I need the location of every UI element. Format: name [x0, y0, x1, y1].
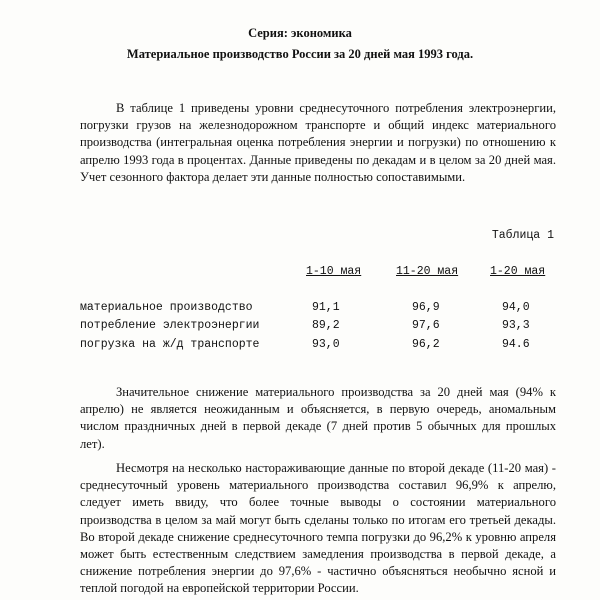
column-header-1: 1-10 мая: [306, 265, 362, 278]
table-cell: 93,0: [312, 338, 340, 351]
table-caption: Таблица 1: [491, 229, 554, 242]
column-header-3: 1-20 мая: [490, 265, 546, 278]
table-row: [80, 301, 560, 319]
row-label: потребление электроэнергии: [80, 319, 260, 332]
paragraph-3: Несмотря на несколько настораживающие данные по второй декаде (11-20 мая) - среднесуточный уровень материального производства составил 96,9% к апрелю, следует иметь ввиду, что более точные выводы о состоянии материального производства в целом за май могут быть сделаны только по итогам его третьей декады. Во второй декаде снижение среднесуточного темпа погрузки до 96,2% к уровню апреля может быть естественным следствием замедления производства в первой декаде, а снижение потребления энергии до 97,6% - частично объясняться необычно ясной и теплой погодой на европейской территории России.: [80, 461, 556, 596]
table-row: [80, 319, 560, 337]
intro-paragraph: В таблице 1 приведены уровни среднесуточного потребления электроэнергии, погрузки грузов на железнодорожном транспорте и общий индекс материального производства (интегральная оценка потребления энергии и погрузки) по отношению к апрелю 1993 года в процентах. Данные приведены по декадам и в целом за 20 дней мая. Учет сезонного фактора делает эти данные полностью сопоставимыми.: [80, 101, 556, 184]
row-label: материальное производство: [80, 301, 253, 314]
table-cell: 96,9: [412, 301, 440, 314]
table-cell: 89,2: [312, 319, 340, 332]
row-label: погрузка на ж/д транспорте: [80, 338, 260, 351]
page-title: Материальное производство России за 20 дней мая 1993 года.: [126, 47, 474, 61]
table-cell: 96,2: [412, 338, 440, 351]
paragraph-2: Значительное снижение материального производства за 20 дней мая (94% к апрелю) не является неожиданным и объясняется, в первую очередь, аномальным числом праздничных дней в первой декаде (7 дней против 5 обычных для прошлых лет).: [80, 385, 556, 451]
series-heading: Серия: экономика: [248, 26, 352, 40]
column-header-2: 11-20 мая: [396, 265, 459, 278]
table-cell: 94.6: [502, 338, 530, 351]
table-cell: 94,0: [502, 301, 530, 314]
table-cell: 91,1: [312, 301, 340, 314]
table-row: [80, 338, 560, 356]
table-cell: 93,3: [502, 319, 530, 332]
table-cell: 97,6: [412, 319, 440, 332]
